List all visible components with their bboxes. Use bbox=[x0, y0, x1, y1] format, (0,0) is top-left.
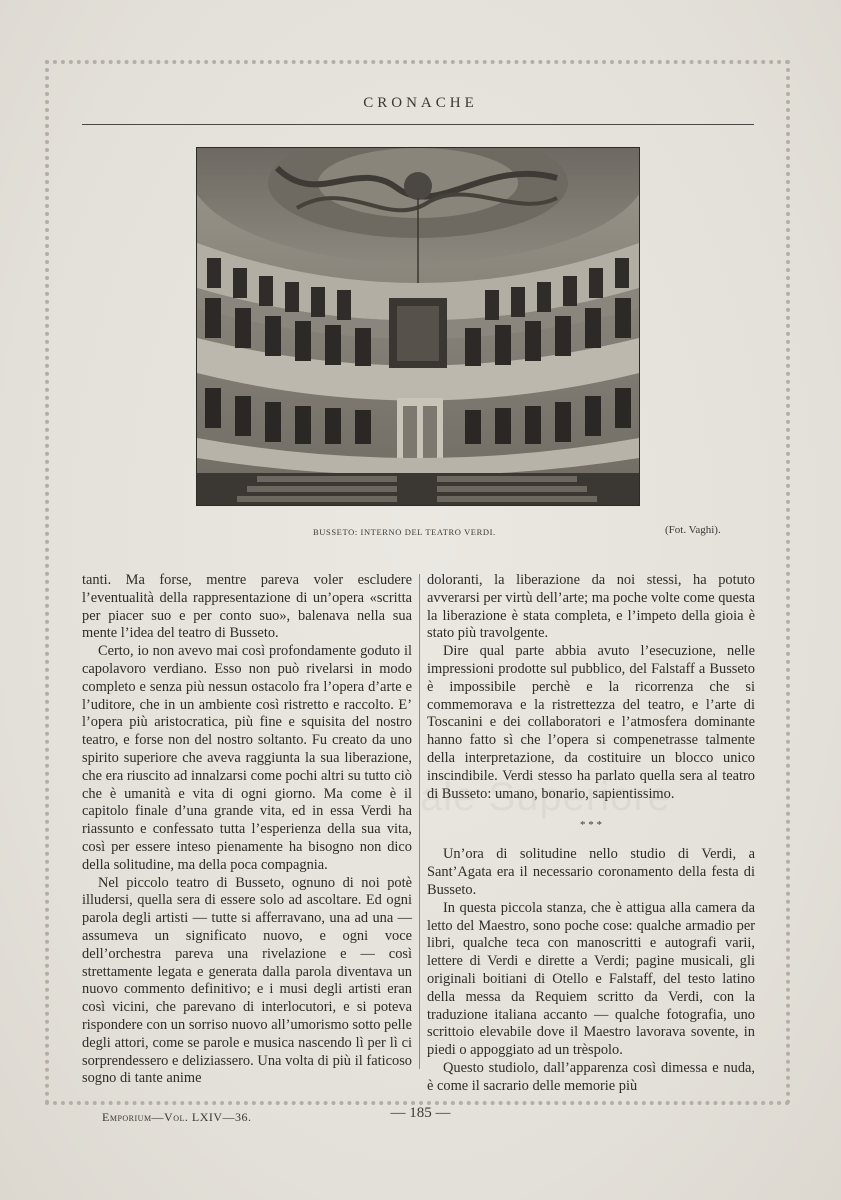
figure-caption: BUSSETO: INTERNO DEL TEATRO VERDI. bbox=[313, 527, 496, 537]
paragraph: In questa piccola stanza, che è attigua alla camera da letto del Maestro, sono poche cose: qualche armadio per libri, qualche teca con manoscritti e autografi varii, lettere di Verdi e dirette a Verdi; pagine musicali, gli originali boitiani di Otello e Falstaff, del testo latino della messa da Requiem scritto da Verdi, con la traduzione italiana accanto — qualche fotografia, uno scrittoio elevabile dove il Maestro lavorava sovente, in piedi o appoggiato ad un trèspolo. bbox=[427, 899, 755, 1059]
journal-reference: Emporium—Vol. LXIV—36. bbox=[102, 1110, 252, 1124]
column-divider bbox=[419, 574, 420, 1069]
page-number: — 185 — bbox=[390, 1105, 451, 1121]
paragraph: Un’ora di solitudine nello studio di Verdi, a Sant’Agata era il necessario coronamento della festa di Busseto. bbox=[427, 846, 755, 898]
paragraph: Questo studiolo, dall’apparenza così dimessa e nuda, è come il sacrario delle memorie più bbox=[427, 1059, 755, 1094]
header-rule bbox=[82, 124, 754, 125]
paragraph: Dire qual parte abbia avuto l’esecuzione, nelle impressioni prodotte sul pubblico, del Falstaff a Busseto è impossibile perchè e la ricorrenza che si commemorava e la ristrettezza del teatro, e l’arte di Toscanini e dei collaboratori e l’atmosfera dominante hanno fatto sì che l’opera si compenetrasse talmente della interpretazione, da costituire un blocco unico inscindibile. Verdi stesso ha parlato quella sera al teatro di Busseto: umano, bonario, sapientissimo. bbox=[427, 643, 755, 802]
paragraph: Certo, io non avevo mai così profondamente goduto il capolavoro verdiano. Esso non può rivelarsi in modo completo e senza più nessun ostacolo fra l’opera d’arte e l’uditore, che in un ambiente così ristretto e raccolto. E’ l’opera più aristocratica, più fine e squisita del nostro teatro, e forse non del nostro soltanto. Fu creato da uno spirito superiore che aveva raggiunta la sua liberazione, che era riuscito ad innalzarsi come pochi altri su tutto ciò che è umanità e vita di ogni giorno. Ma come è il capitolo finale d’una grande vita, ed in essa Verdi ha riassunto e confessato tutta l’esperienza della sua vita, così per essere inteso pienamente ha bisogno non dico della solitudine, ma della poca compagnia. bbox=[82, 643, 412, 873]
running-head: CRONACHE bbox=[363, 95, 478, 111]
asterism: * * * bbox=[580, 819, 602, 832]
paragraph: doloranti, la liberazione da noi stessi, ha potuto avverarsi per virtù dell’arte; ma poche volte come questa la liberazione è stata completa, e l’impeto della gioia è stato più travolgente. bbox=[427, 572, 755, 642]
theatre-illustration bbox=[197, 148, 639, 505]
theatre-interior-photo bbox=[197, 148, 639, 505]
paragraph: tanti. Ma forse, mentre pareva voler escludere l’eventualità della rappresentazione di un’opera «scritta per piacer suo e per conto suo», balenava nella sua mente l’idea del teatro di Busseto. bbox=[82, 572, 412, 642]
photo-credit: (Fot. Vaghi). bbox=[665, 524, 721, 536]
left-column bbox=[82, 572, 412, 1088]
right-column bbox=[427, 572, 755, 1096]
paragraph: Nel piccolo teatro di Busseto, ognuno di noi potè illudersi, quella sera di essere solo ad ascoltare. Ed ogni parola degli artisti — tutte si afferravano, una ad una — assumeva un significato nuovo, e ogni voce dell’orchestra pareva una rivelazione e — così strettamente legata e generata dalla parola diventava un nuovo commento definitivo; e i musi degli artisti eran così vicini, che parevano di interlocutori, e si poteva rispondere con un sorriso nuovo all’umorismo sotto pelle degli attori, come se parole e musica nascendo lì per lì ci sorprendessero e deliziassero. Una volta di più il faticoso sogno di tante anime bbox=[82, 874, 412, 1087]
